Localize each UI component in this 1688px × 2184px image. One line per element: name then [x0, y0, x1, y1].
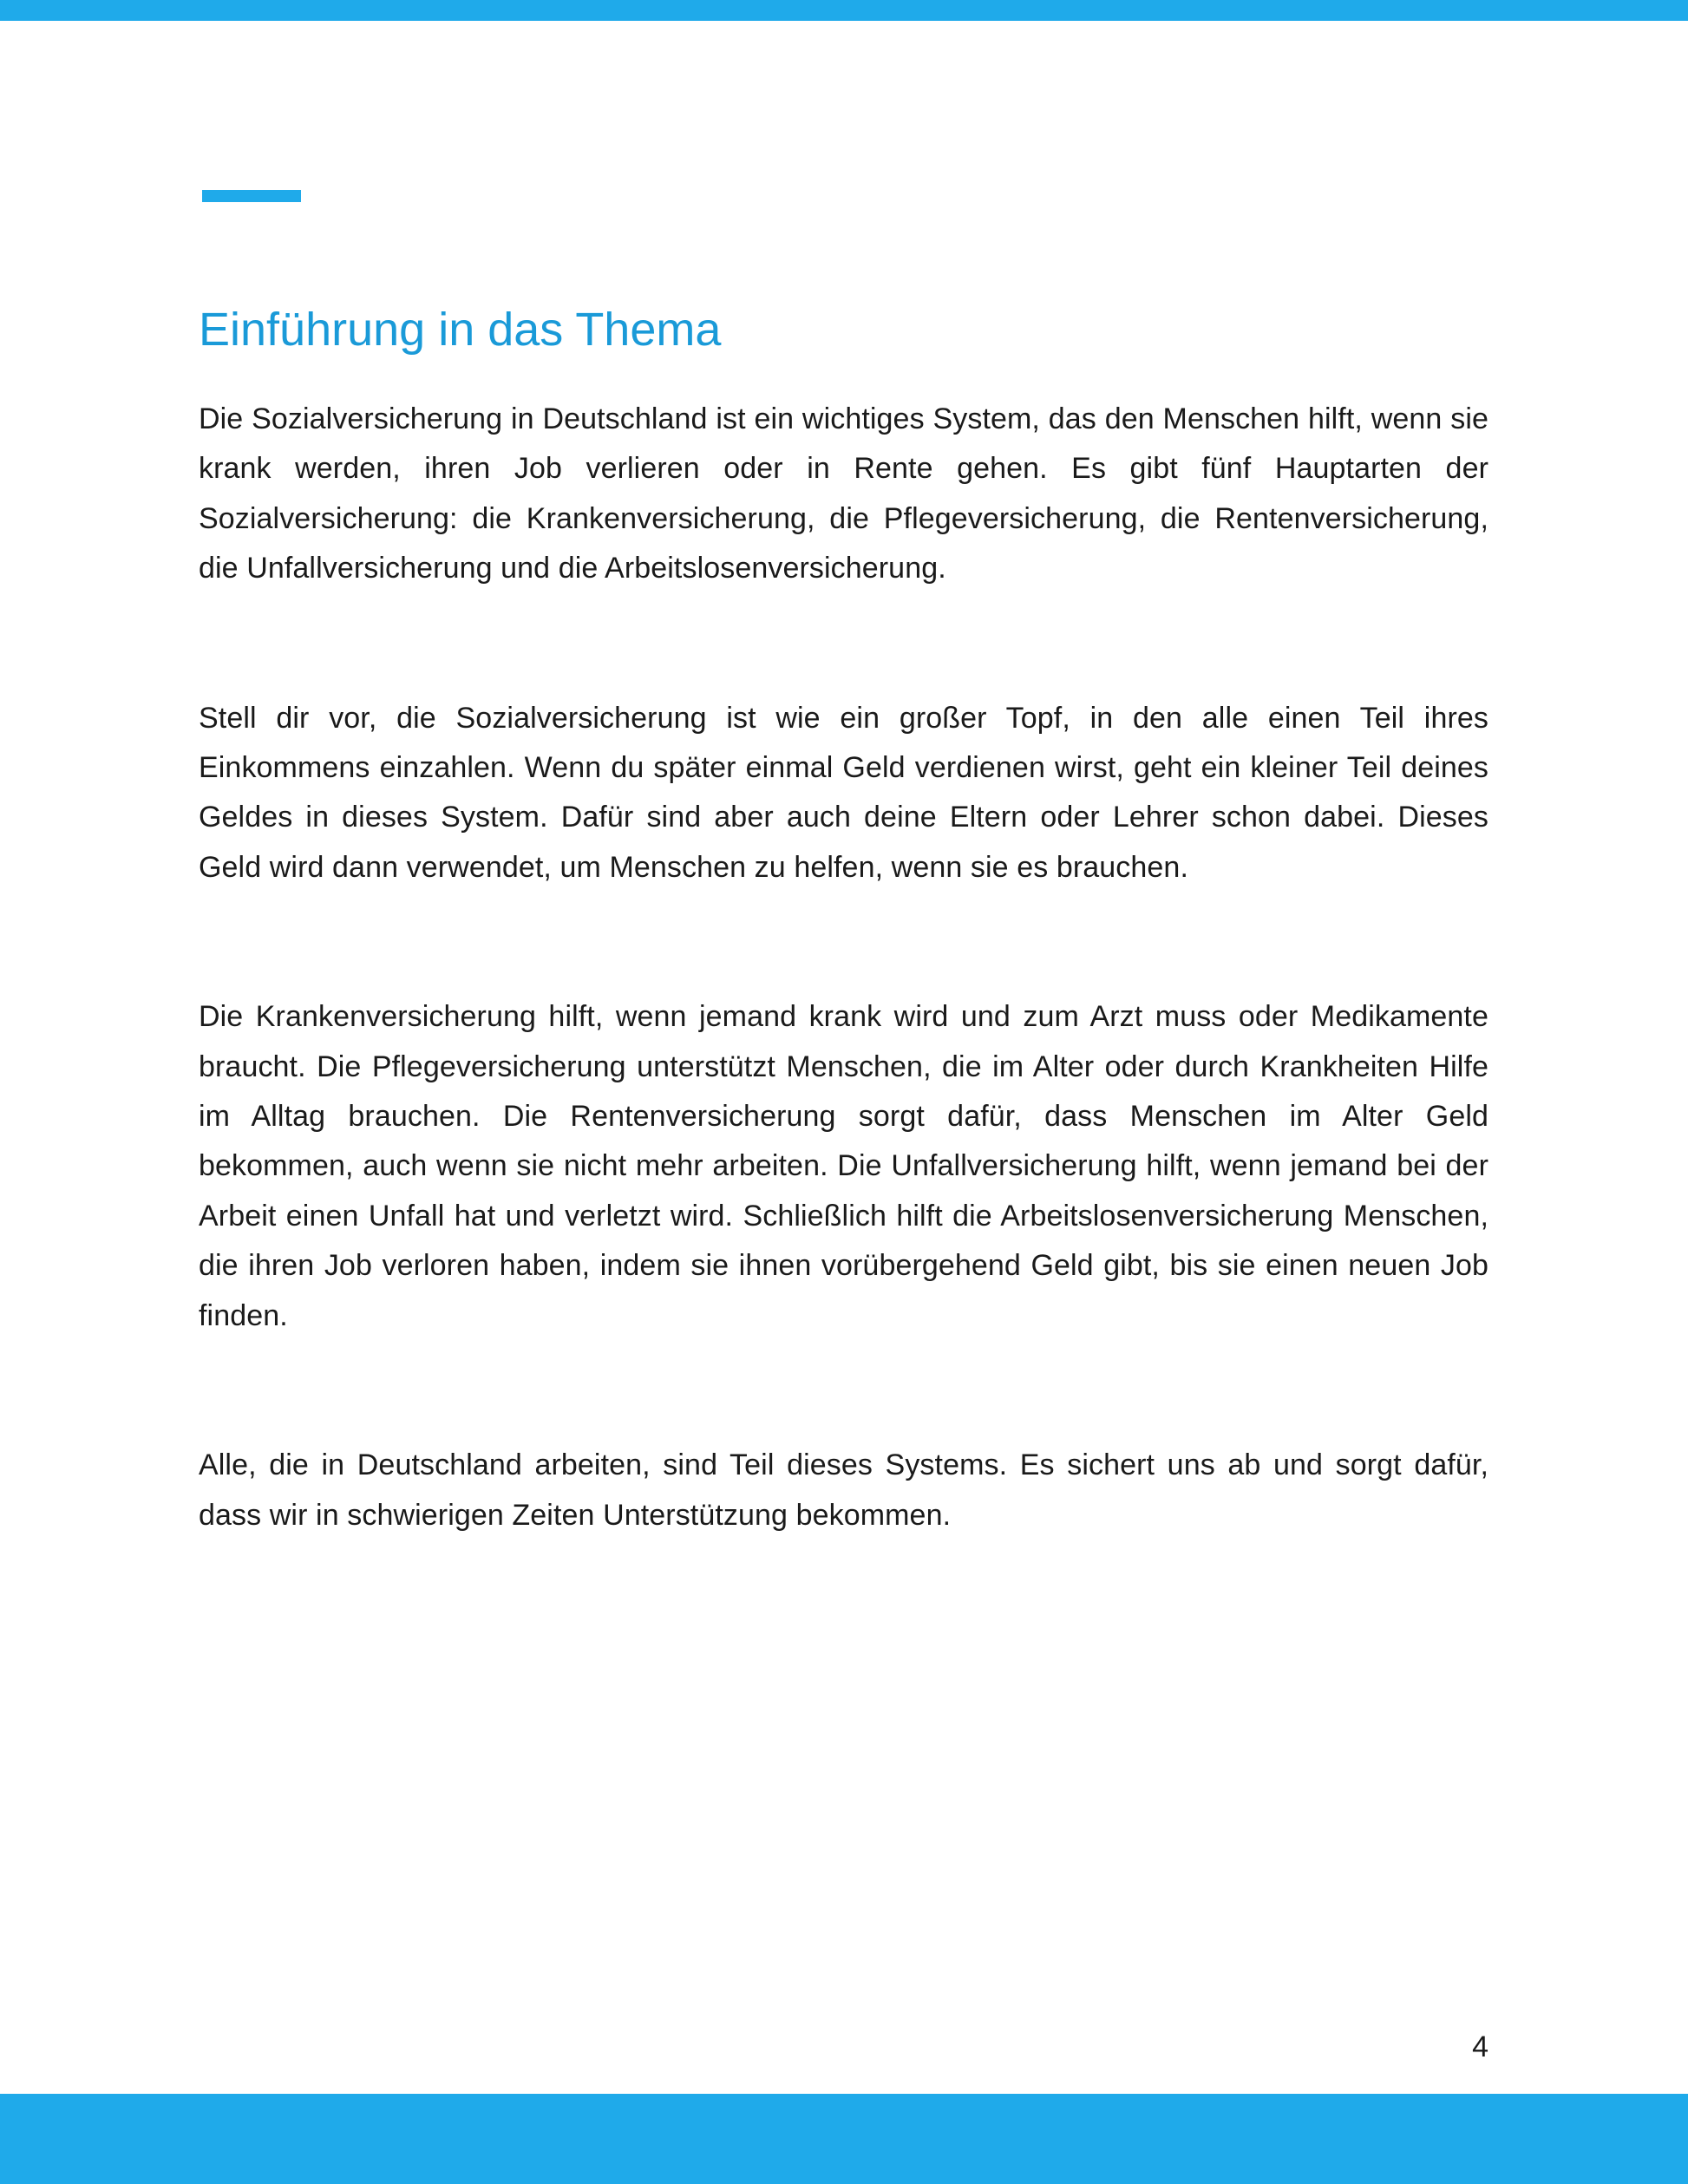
paragraph-intro: Die Sozialversicherung in Deutschland ist ein wichtiges System, das den Menschen hilft, wenn sie krank werden, ihren Job verlieren oder in Rente gehen. Es gibt fünf Hauptarten der Sozialversicherung: die Krankenversicherung, die Pflegeversicherung, die Rentenversicherung, die Unfallversicherung und die Arbeitslosenversicherung. — [199, 402, 1488, 585]
paragraph-insurance-types: Die Krankenversicherung hilft, wenn jemand krank wird und zum Arzt muss oder Medikamente braucht. Die Pflegeversicherung unterstützt Menschen, die im Alter oder durch Krankheiten Hilfe im Alltag brauchen. Die Rentenversicherung sorgt dafür, dass Menschen im Alter Geld bekommen, auch wenn sie nicht mehr arbeiten. Die Unfallversicherung hilft, wenn jemand bei der Arbeit einen Unfall hat und verletzt wird. Schließlich hilft die Arbeitslosenversicherung Menschen, die ihren Job verloren haben, indem sie ihnen vorübergehend Geld gibt, bis sie einen neuen Job finden. — [199, 1000, 1488, 1332]
body-text — [199, 395, 1488, 1640]
top-accent-bar — [0, 0, 1688, 21]
paragraph-conclusion: Alle, die in Deutschland arbeiten, sind Teil dieses Systems. Es sichert uns ab und sorgt dafür, dass wir in schwierigen Zeiten Unterstützung bekommen. — [199, 1448, 1488, 1532]
heading-accent-line — [202, 190, 301, 202]
page-number: 4 — [1472, 2030, 1488, 2063]
paragraph-pot-analogy: Stell dir vor, die Sozialversicherung ist wie ein großer Topf, in den alle einen Teil ihres Einkommens einzahlen. Wenn du später einmal Geld verdienen wirst, geht ein kleiner Teil deines Geldes in dieses System. Dafür sind aber auch deine Eltern oder Lehrer schon dabei. Dieses Geld wird dann verwendet, um Menschen zu helfen, wenn sie es brauchen. — [199, 701, 1488, 884]
section-heading: Einführung in das Thema — [199, 304, 722, 356]
bottom-accent-bar — [0, 2094, 1688, 2184]
